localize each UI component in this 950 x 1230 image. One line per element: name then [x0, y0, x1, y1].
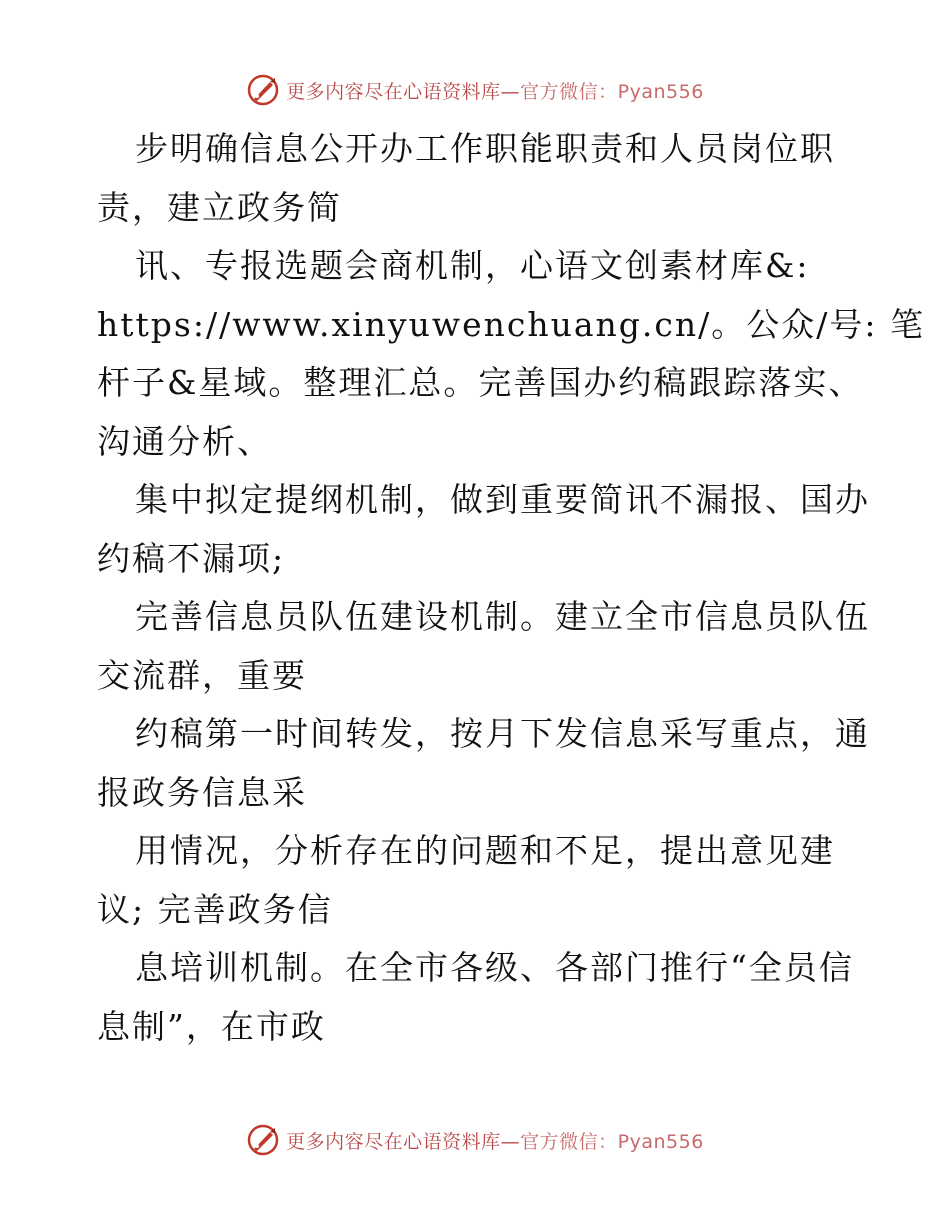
- body-line: 约稿第一时间转发，按月下发信息采写重点，通: [135, 714, 870, 753]
- body-line: 讯、专报选题会商机制，心语文创素材库&:: [135, 246, 810, 285]
- body-line: 交流群，重要: [97, 655, 307, 695]
- header-banner: [0, 70, 950, 110]
- footer-banner-text: [286, 1127, 704, 1154]
- footer-wechat-text: 官方微信：Pyan556: [520, 1130, 704, 1153]
- body-line: 责，建立政务简: [97, 187, 342, 227]
- body-line: https://www.xinyuwenchuang.cn/。公众/号: 笔: [97, 304, 925, 344]
- body-line: 杆子&星域。整理汇总。完善国办约稿跟踪落实、: [97, 363, 864, 402]
- body-line: 用情况，分析存在的问题和不足，提出意见建: [135, 831, 835, 870]
- body-line: 息培训机制。在全市各级、各部门推行“全员信: [135, 948, 854, 987]
- footer-site-text: 更多内容尽在心语资料库—: [286, 1130, 521, 1153]
- quill-pen-logo-icon: [246, 1123, 280, 1157]
- document-body: [97, 120, 925, 1056]
- body-line: 息制”，在市政: [97, 1006, 326, 1046]
- header-banner-text: [286, 77, 704, 104]
- body-line: 集中拟定提纲机制，做到重要简讯不漏报、国办: [135, 480, 870, 519]
- header-site-text: 更多内容尽在心语资料库—: [286, 80, 521, 103]
- body-line: 沟通分析、: [97, 421, 272, 461]
- quill-pen-logo-icon: [246, 73, 280, 107]
- body-line: 步明确信息公开办工作职能职责和人员岗位职: [135, 129, 835, 168]
- header-wechat-text: 官方微信：Pyan556: [520, 80, 704, 103]
- body-line: 约稿不漏项;: [97, 538, 286, 578]
- body-line: 完善信息员队伍建设机制。建立全市信息员队伍: [135, 597, 870, 636]
- body-line: 报政务信息采: [97, 772, 307, 812]
- footer-banner: [0, 1120, 950, 1160]
- body-line: 议; 完善政务信: [97, 889, 333, 929]
